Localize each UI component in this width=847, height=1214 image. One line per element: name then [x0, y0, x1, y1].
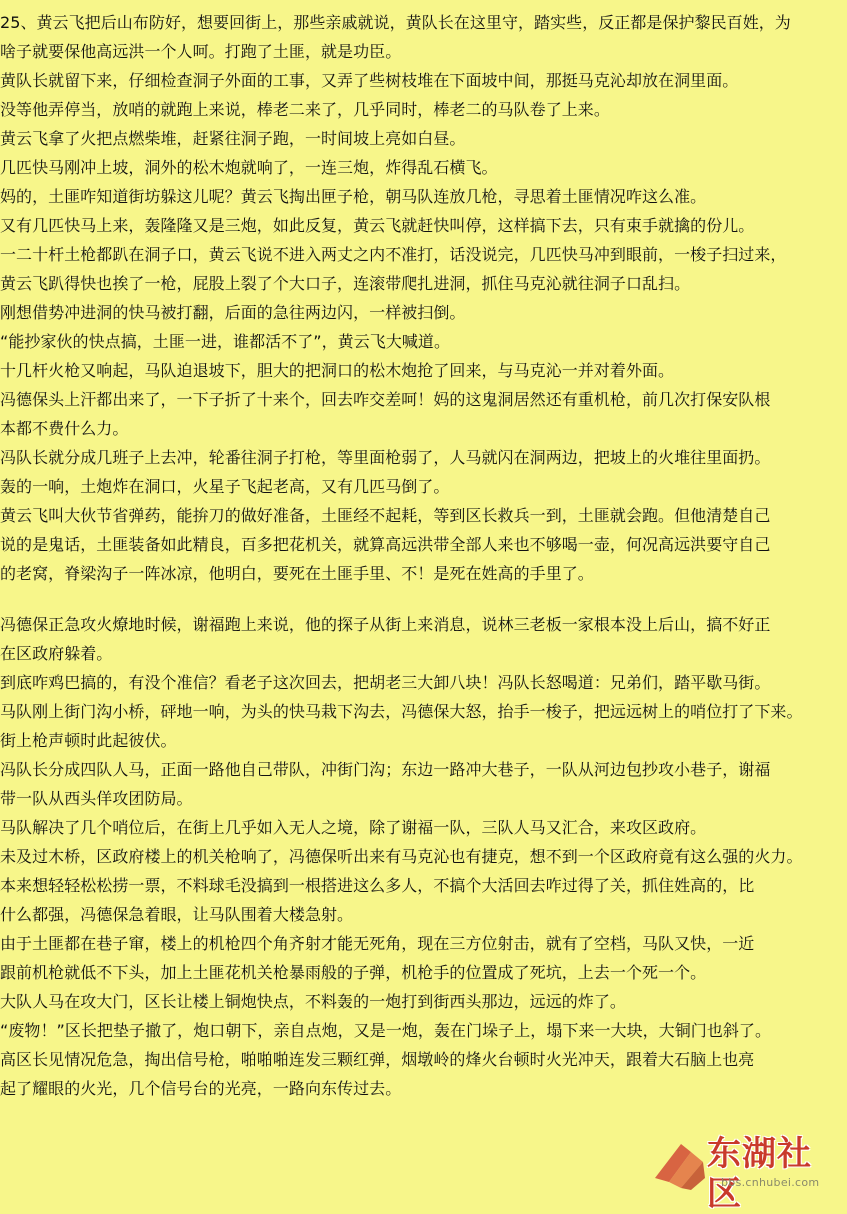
text-line: 冯德保正急攻火燎地时候，谢福跑上来说，他的探子从街上来消息，说林三老板一家根本没上后山，搞不好正 [0, 615, 771, 634]
text-line: 说的是鬼话，土匪装备如此精良，百多把花机关，就算高远洪带全部人来也不够喝一壶，何况高远洪要守自己 [0, 535, 771, 554]
text-line: “废物！”区长把垫子撤了，炮口朝下，亲自点炮，又是一炮，轰在门垛子上，塌下来一大块，大铜门也斜了。 [0, 1021, 772, 1040]
watermark-brand: 东湖社区 [707, 1134, 812, 1214]
text-line: 黄云飞拿了火把点燃柴堆，赶紧往洞子跑，一时间坡上亮如白昼。 [0, 129, 466, 148]
text-line: 黄云飞趴得快也挨了一枪，屁股上裂了个大口子，连滚带爬扎进洞，抓住马克沁就往洞子口乱扫。 [0, 274, 691, 293]
text-line: 本来想轻轻松松捞一票，不料球毛没搞到一根搭进这么多人，不搞个大活回去咋过得了关，抓住姓高的，比 [0, 876, 755, 895]
text-line: 起了耀眼的火光，几个信号台的光亮，一路向东传过去。 [0, 1079, 402, 1098]
text-line: 几匹快马刚冲上坡，洞外的松木炮就响了，一连三炮，炸得乱石横飞。 [0, 158, 498, 177]
text-line: 带一队从西头佯攻团防局。 [0, 789, 193, 808]
paragraph-gap [0, 588, 847, 610]
text-line: 本都不费什么力。 [0, 419, 129, 438]
text-line: 街上枪声顿时此起彼伏。 [0, 731, 177, 750]
text-line: 黄云飞叫大伙节省弹药，能拚刀的做好准备，土匪经不起耗，等到区长救兵一到，土匪就会跑。但他清楚自己 [0, 506, 771, 525]
text-line: 冯德保头上汗都出来了，一下子折了十来个，回去咋交差呵！妈的这鬼洞居然还有重机枪，前几次打保安队根 [0, 390, 771, 409]
text-line: 冯队长就分成几班子上去冲，轮番往洞子打枪，等里面枪弱了，人马就闪在洞两边，把坡上的火堆往里面扔。 [0, 448, 771, 467]
text-line: 马队刚上街门沟小桥，砰地一响，为头的快马栽下沟去，冯德保大怒，抬手一梭子，把远远树上的哨位打了下来。 [0, 702, 803, 721]
site-watermark [651, 1132, 841, 1214]
text-line: 由于土匪都在巷子窜，楼上的机枪四个角齐射才能无死角，现在三方位射击，就有了空档，马队又快，一近 [0, 934, 755, 953]
watermark-url: bbs.cnhubei.com [721, 1176, 820, 1189]
text-line: 轰的一响，土炮炸在洞口，火星子飞起老高，又有几匹马倒了。 [0, 477, 450, 496]
text-line: 在区政府躲着。 [0, 644, 113, 663]
text-line: 未及过木桥，区政府楼上的机关枪响了，冯德保听出来有马克沁也有捷克，想不到一个区政府竟有这么强的火力。 [0, 847, 803, 866]
text-line: 妈的，土匪咋知道街坊躲这儿呢？黄云飞掏出匣子枪，朝马队连放几枪，寻思着土匪情况咋这么准。 [0, 187, 707, 206]
text-line: 一二十杆土枪都趴在洞子口，黄云飞说不进入两丈之内不准打，话没说完，几匹快马冲到眼前，一梭子扫过来， [0, 245, 787, 264]
text-line: 啥子就要保他高远洪一个人呵。打跑了土匪，就是功臣。 [0, 42, 402, 61]
text-line: 马队解决了几个哨位后，在街上几乎如入无人之境，除了谢福一队，三队人马又汇合，来攻区政府。 [0, 818, 707, 837]
text-line: 冯队长分成四队人马，正面一路他自己带队，冲街门沟；东边一路冲大巷子，一队从河边包抄攻小巷子，谢福 [0, 760, 771, 779]
text-line: 高区长见情况危急，掏出信号枪，啪啪啪连发三颗红弹，烟墩岭的烽火台顿时火光冲天，跟着大石脑上也亮 [0, 1050, 755, 1069]
text-line: 到底咋鸡巴搞的，有没个准信？看老子这次回去，把胡老三大卸八块！冯队长怒喝道：兄弟们，踏平歇马街。 [0, 673, 771, 692]
text-line: 刚想借势冲进洞的快马被打翻，后面的急往两边闪，一样被扫倒。 [0, 303, 466, 322]
text-line: 又有几匹快马上来，轰隆隆又是三炮，如此反复，黄云飞就赶快叫停，这样搞下去，只有束手就擒的份儿。 [0, 216, 755, 235]
text-line: “能抄家伙的快点搞，土匪一进，谁都活不了”，黄云飞大喊道。 [0, 332, 451, 351]
text-line: 黄队长就留下来，仔细检查洞子外面的工事，又弄了些树枝堆在下面坡中间，那挺马克沁却放在洞里面。 [0, 71, 739, 90]
text-line: 十几杆火枪又响起，马队迫退坡下，胆大的把洞口的松木炮抢了回来，与马克沁一并对着外面。 [0, 361, 675, 380]
text-line: 的老窝，脊梁沟子一阵冰凉，他明白，要死在土匪手里、不！是死在姓高的手里了。 [0, 564, 594, 583]
text-line: 跟前机枪就低不下头，加上土匪花机关枪暴雨般的子弹，机枪手的位置成了死坑，上去一个死一个。 [0, 963, 707, 982]
article-body [0, 8, 847, 1103]
text-line: 什么都强，冯德保急着眼，让马队围着大楼急射。 [0, 905, 354, 924]
text-line: 没等他弄停当，放哨的就跑上来说，棒老二来了，几乎同时，棒老二的马队卷了上来。 [0, 100, 610, 119]
text-line: 大队人马在攻大门，区长让楼上铜炮快点，不料轰的一炮打到街西头那边，远远的炸了。 [0, 992, 626, 1011]
brand-logo-icon [651, 1138, 707, 1190]
text-line: 25、黄云飞把后山布防好，想要回街上，那些亲戚就说，黄队长在这里守，踏实些，反正都是保护黎民百姓，为 [0, 13, 791, 32]
